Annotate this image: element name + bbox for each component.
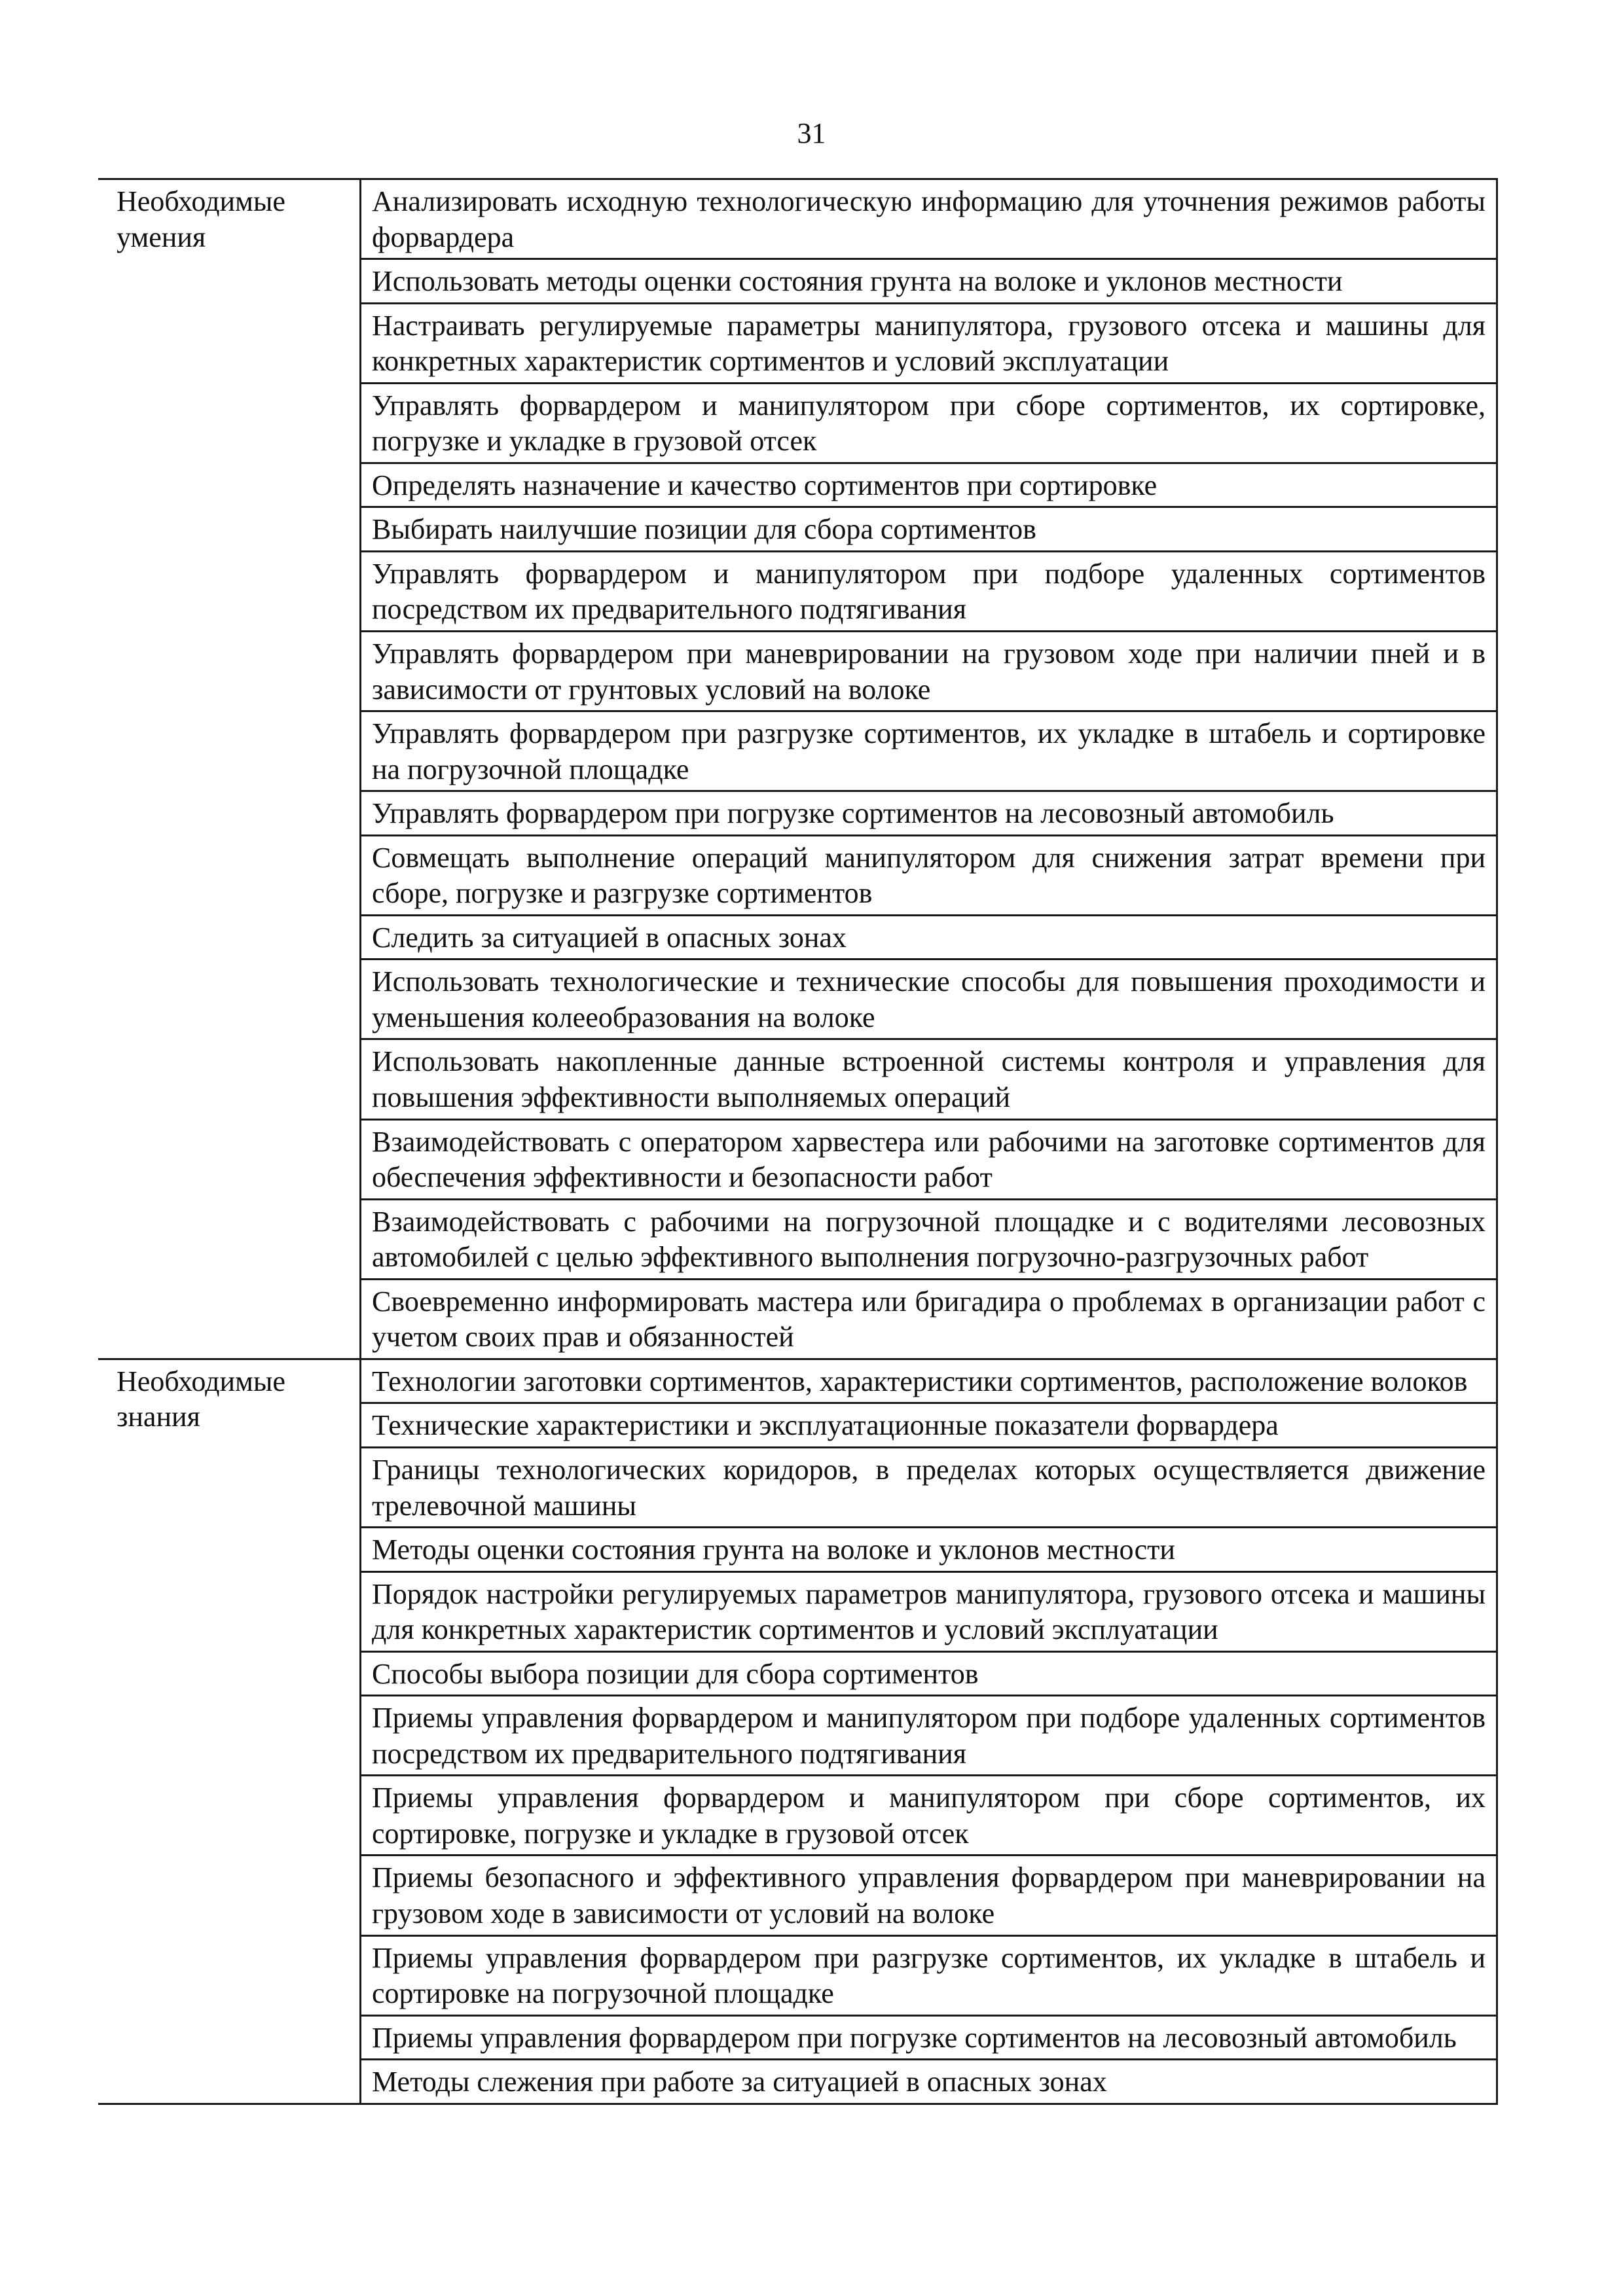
requirement-item: Приемы управления форвардером и манипулятором при подборе удаленных сортиментов посредством их предварительного подтягивания <box>361 1696 1497 1776</box>
requirement-item: Технические характеристики и эксплуатационные показатели форвардера <box>361 1403 1497 1448</box>
requirement-item: Своевременно информировать мастера или бригадира о проблемах в организации работ с учетом своих прав и обязанностей <box>361 1279 1497 1359</box>
requirement-item: Методы оценки состояния грунта на волоке и уклонов местности <box>361 1528 1497 1572</box>
requirement-item: Использовать методы оценки состояния грунта на волоке и уклонов местности <box>361 259 1497 304</box>
requirement-item: Взаимодействовать с оператором харвестера или рабочими на заготовке сортиментов для обеспечения эффективности и безопасности работ <box>361 1119 1497 1199</box>
competency-table <box>98 178 1498 2105</box>
requirement-item: Способы выбора позиции для сбора сортиментов <box>361 1651 1497 1696</box>
page-number: 31 <box>797 117 826 149</box>
requirement-item: Приемы управления форвардером при погрузке сортиментов на лесовозный автомобиль <box>361 2015 1497 2060</box>
requirement-item: Выбирать наилучшие позиции для сбора сортиментов <box>361 507 1497 552</box>
requirement-item: Границы технологических коридоров, в пределах которых осуществляется движение трелевочной машины <box>361 1447 1497 1527</box>
requirement-item: Управлять форвардером и манипулятором при сборе сортиментов, их сортировке, погрузке и укладке в грузовой отсек <box>361 383 1497 463</box>
requirement-item: Методы слежения при работе за ситуацией в опасных зонах <box>361 2060 1497 2104</box>
requirement-item: Следить за ситуацией в опасных зонах <box>361 915 1497 960</box>
table-row <box>98 179 1497 259</box>
requirement-item: Настраивать регулируемые параметры манипулятора, грузового отсека и машины для конкретных характеристик сортиментов и условий эксплуатации <box>361 303 1497 383</box>
requirement-item: Управлять форвардером и манипулятором при подборе удаленных сортиментов посредством их предварительного подтягивания <box>361 551 1497 631</box>
requirement-item: Использовать технологические и технические способы для повышения проходимости и уменьшения колееобразования на волоке <box>361 960 1497 1039</box>
requirement-item: Анализировать исходную технологическую информацию для уточнения режимов работы форвардера <box>361 179 1497 259</box>
requirement-item: Определять назначение и качество сортиментов при сортировке <box>361 463 1497 507</box>
requirement-item: Приемы управления форвардером и манипулятором при сборе сортиментов, их сортировке, погрузке и укладке в грузовой отсек <box>361 1776 1497 1856</box>
requirement-item: Технологии заготовки сортиментов, характеристики сортиментов, расположение волоков <box>361 1359 1497 1403</box>
requirement-item: Управлять форвардером при разгрузке сортиментов, их укладке в штабель и сортировке на погрузочной площадке <box>361 711 1497 791</box>
requirement-item: Порядок настройки регулируемых параметров манипулятора, грузового отсека и машины для конкретных характеристик сортиментов и условий эксплуатации <box>361 1571 1497 1651</box>
requirement-item: Приемы безопасного и эффективного управления форвардером при маневрировании на грузовом ходе в зависимости от условий на волоке <box>361 1856 1497 1935</box>
requirement-item: Управлять форвардером при маневрировании на грузовом ходе при наличии пней и в зависимости от грунтовых условий на волоке <box>361 632 1497 711</box>
requirement-item: Использовать накопленные данные встроенной системы контроля и управления для повышения эффективности выполняемых операций <box>361 1039 1497 1119</box>
section-label: Необходимые умения <box>98 179 361 1359</box>
section-label: Необходимые знания <box>98 1359 361 2104</box>
requirement-item: Управлять форвардером при погрузке сортиментов на лесовозный автомобиль <box>361 791 1497 836</box>
table-row <box>98 1359 1497 1403</box>
requirement-item: Приемы управления форвардером при разгрузке сортиментов, их укладке в штабель и сортировке на погрузочной площадке <box>361 1935 1497 2015</box>
requirement-item: Совмещать выполнение операций манипулятором для снижения затрат времени при сборе, погрузке и разгрузке сортиментов <box>361 835 1497 915</box>
requirement-item: Взаимодействовать с рабочими на погрузочной площадке и с водителями лесовозных автомобилей с целью эффективного выполнения погрузочно-разгрузочных работ <box>361 1199 1497 1279</box>
